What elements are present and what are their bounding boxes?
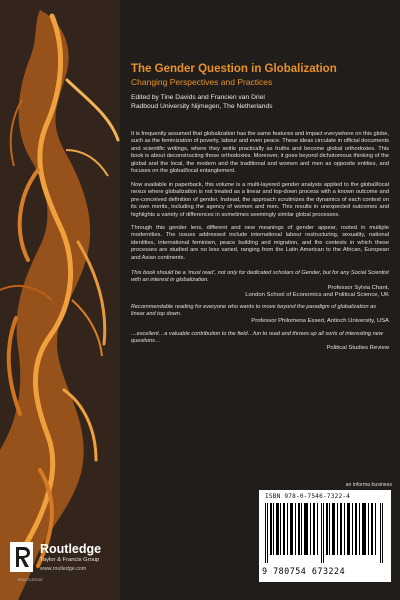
- publisher-url[interactable]: www.routledge.com: [40, 566, 87, 572]
- publisher-group: Taylor & Francis Group: [40, 557, 100, 563]
- back-cover-text: [131, 62, 389, 352]
- review-quote-2: Recommendable reading for everyone who wants to move beyond the paradigm of globalization as linear and top down.: [131, 304, 377, 318]
- isbn-barcode-box: [259, 490, 391, 582]
- book-title: The Gender Question in Globalization: [131, 63, 337, 75]
- blurb-paragraph-1: It is frequently assumed that globalization has the same features and impact everywhere on this globe, such as the feminization of poverty, labour and even peace. These ideas circulate in official documents and scientific writings, where they settle practically as truths and become global orthodoxies. This book is about deconstructing those orthodoxies. Moreover, it goes beyond dichotomous thinking of the global and the local, the modern and the traditional and women and men as opposite entities, and focuses on the global/local entanglement.: [131, 131, 389, 175]
- routledge-logo: [10, 542, 130, 582]
- routledge-icon: [10, 542, 33, 572]
- review-quote-1: This book should be a ‘must read’, not only for dedicated scholars of Gender, but for any Social Scientist with an interest in globalization.: [131, 270, 389, 284]
- barcode-digits: 9 780754 673224: [262, 566, 346, 576]
- blurb-paragraph-3: Through this gender lens, different and new meanings of gender appear, rooted in multiple modernities. The issues addressed include international labour restructuring, sexuality, national identities, international feminism, peace building and migration, and the contexts in which these processes are studied are no less varied, ranging from the Latin American to the African, European and Asian continents.: [131, 224, 389, 261]
- editors-line: Edited by Tine Davids and Francien van Driel: [131, 94, 265, 101]
- isbn-text: ISBN 978-0-7546-7322-4: [265, 493, 351, 500]
- publisher-name: Routledge: [40, 542, 102, 556]
- review-attribution-2: Professor Philomena Essed, Antioch University, USA: [251, 318, 389, 325]
- book-subtitle: Changing Perspectives and Practices: [131, 77, 273, 87]
- sculpture-artwork: [0, 0, 120, 600]
- informa-tag: an informa business: [345, 482, 392, 488]
- review-attribution-1-org: London School of Economics and Political Science, UK: [245, 291, 389, 298]
- review-attribution-3: Political Studies Review: [326, 345, 389, 352]
- review-quote-3: …excellent…a valuable contribution to the field…fun to read and throws up all sorts of interesting new questions…: [131, 330, 383, 344]
- barcode-icon: [265, 503, 385, 563]
- blurb-paragraph-2: Now available in paperback, this volume is a multi-layered gender analysis applied to the global/local nexus where globalization is not treated as a linear and top-down process with a known outcome and pre-conceived definition of gender. Instead, the approach scrutinizes the dynamics of each context on its own merits, including the agency of women and men. This results in unexpected outcomes and highlights a variety of differences in sometimes seemingly similar global processes.: [131, 181, 389, 218]
- affiliation-line: Radboud University Nijmegen, The Netherlands: [131, 102, 273, 110]
- logo-small-text: ROUTLEDGE: [18, 577, 43, 582]
- review-attribution-1-name: Professor Sylvia Chant,: [327, 284, 389, 291]
